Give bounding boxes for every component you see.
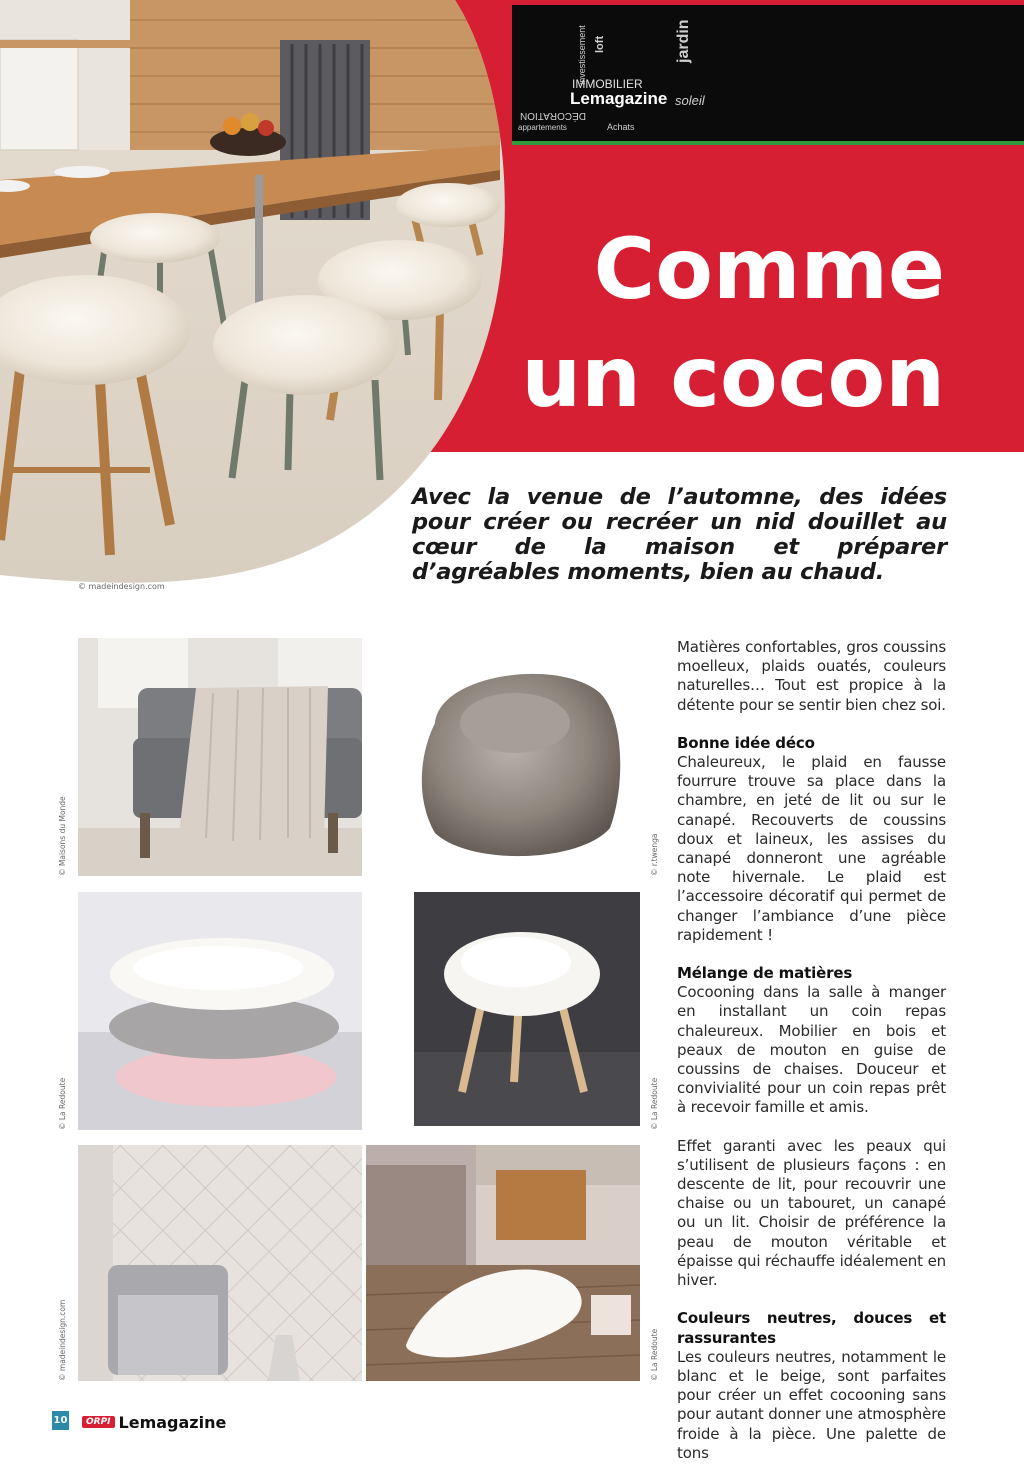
photo-sofa-fur-throw xyxy=(78,638,362,876)
paragraph: Effet garanti avec les peaux qui s’utilisent de plusieurs façons : en descente de lit, pour recouvrir une chaise ou un tabouret, un canapé ou un lit. Choisir de préférence la peau de mouton véritable et épaisse qui réchauffe idéalement en hiver. xyxy=(677,1136,946,1290)
article-title xyxy=(440,215,945,431)
photo-padded-wall-armchair xyxy=(78,1145,362,1381)
cloud-word: IMMOBILIER xyxy=(572,77,643,91)
section-heading: Couleurs neutres, douces et rassurantes xyxy=(677,1309,946,1347)
photo-credit-rug: © La Redoute xyxy=(650,1328,659,1381)
cloud-word: soleil xyxy=(675,93,705,108)
title-line-1: Comme xyxy=(593,220,945,318)
article-lede: Avec la venue de l’automne, des idées pour créer ou recréer un nid douillet au cœur de la maison et préparer d’agréables moments, bien au chaud. xyxy=(412,484,947,585)
photo-fur-stool xyxy=(414,892,640,1126)
cloud-word: loft xyxy=(594,35,606,53)
cloud-word: investissement xyxy=(576,25,587,85)
article-body xyxy=(677,638,946,1482)
cloud-word: appartements xyxy=(518,123,567,132)
orpi-badge: ORPI xyxy=(82,1416,115,1428)
footer-logo xyxy=(82,1413,226,1431)
cloud-word: Lemagazine xyxy=(570,89,668,108)
photo-credit-stool: © La Redoute xyxy=(650,1077,659,1130)
paragraph: Cocooning dans la salle à manger en installant un coin repas chaleureux. Mobilier en bois et peaux de mouton en guise de coussins de chaises. Douceur et convivialité pour un coin repas prêt à recevoir famille et amis. xyxy=(677,983,946,1117)
photo-credit-sofa: © Maisons du Monde xyxy=(58,796,67,876)
title-line-2: un cocon xyxy=(521,328,945,426)
photo-sheepskin-rug-bedroom xyxy=(366,1145,640,1381)
photo-credit-pouf: © r.twenga xyxy=(650,833,659,876)
page-number: 10 xyxy=(52,1411,69,1430)
cloud-word: Achats xyxy=(607,122,635,132)
paragraph: Chaleureux, le plaid en fausse fourrure trouve sa place dans la chambre, en jeté de lit ou sur le canapé. Recouverts de coussins doux et laineux, les assises du canapé donneront une agréable note hivernale. Le plaid est l’accessoire décoratif qui permet de changer l’ambiance d’une pièce rapidement ! xyxy=(677,753,946,944)
photo-fur-pouf xyxy=(400,638,640,876)
photo-credit-wall: © madeindesign.com xyxy=(58,1299,67,1381)
footer-brand: Lemagazine xyxy=(118,1412,227,1432)
paragraph-intro: Matières confortables, gros coussins moelleux, plaids ouatés, couleurs naturelles… Tout est propice à la détente pour se sentir bien chez soi. xyxy=(677,638,946,714)
paragraph: Les couleurs neutres, notamment le blanc et le beige, sont parfaites pour créer un effet cocooning sans pour autant donner une atmosphère froide à la pièce. Une palette de tons xyxy=(677,1347,947,1462)
photo-stacked-cushions xyxy=(78,892,362,1130)
section-heading: Mélange de matières xyxy=(677,964,853,983)
photo-credit-cushions: © La Redoute xyxy=(58,1077,67,1130)
cloud-word: DÉCORATION xyxy=(520,110,586,121)
cloud-word: jardin xyxy=(675,19,692,63)
section-heading: Bonne idée déco xyxy=(677,733,815,752)
hero-photo-credit: © madeindesign.com xyxy=(78,582,165,591)
